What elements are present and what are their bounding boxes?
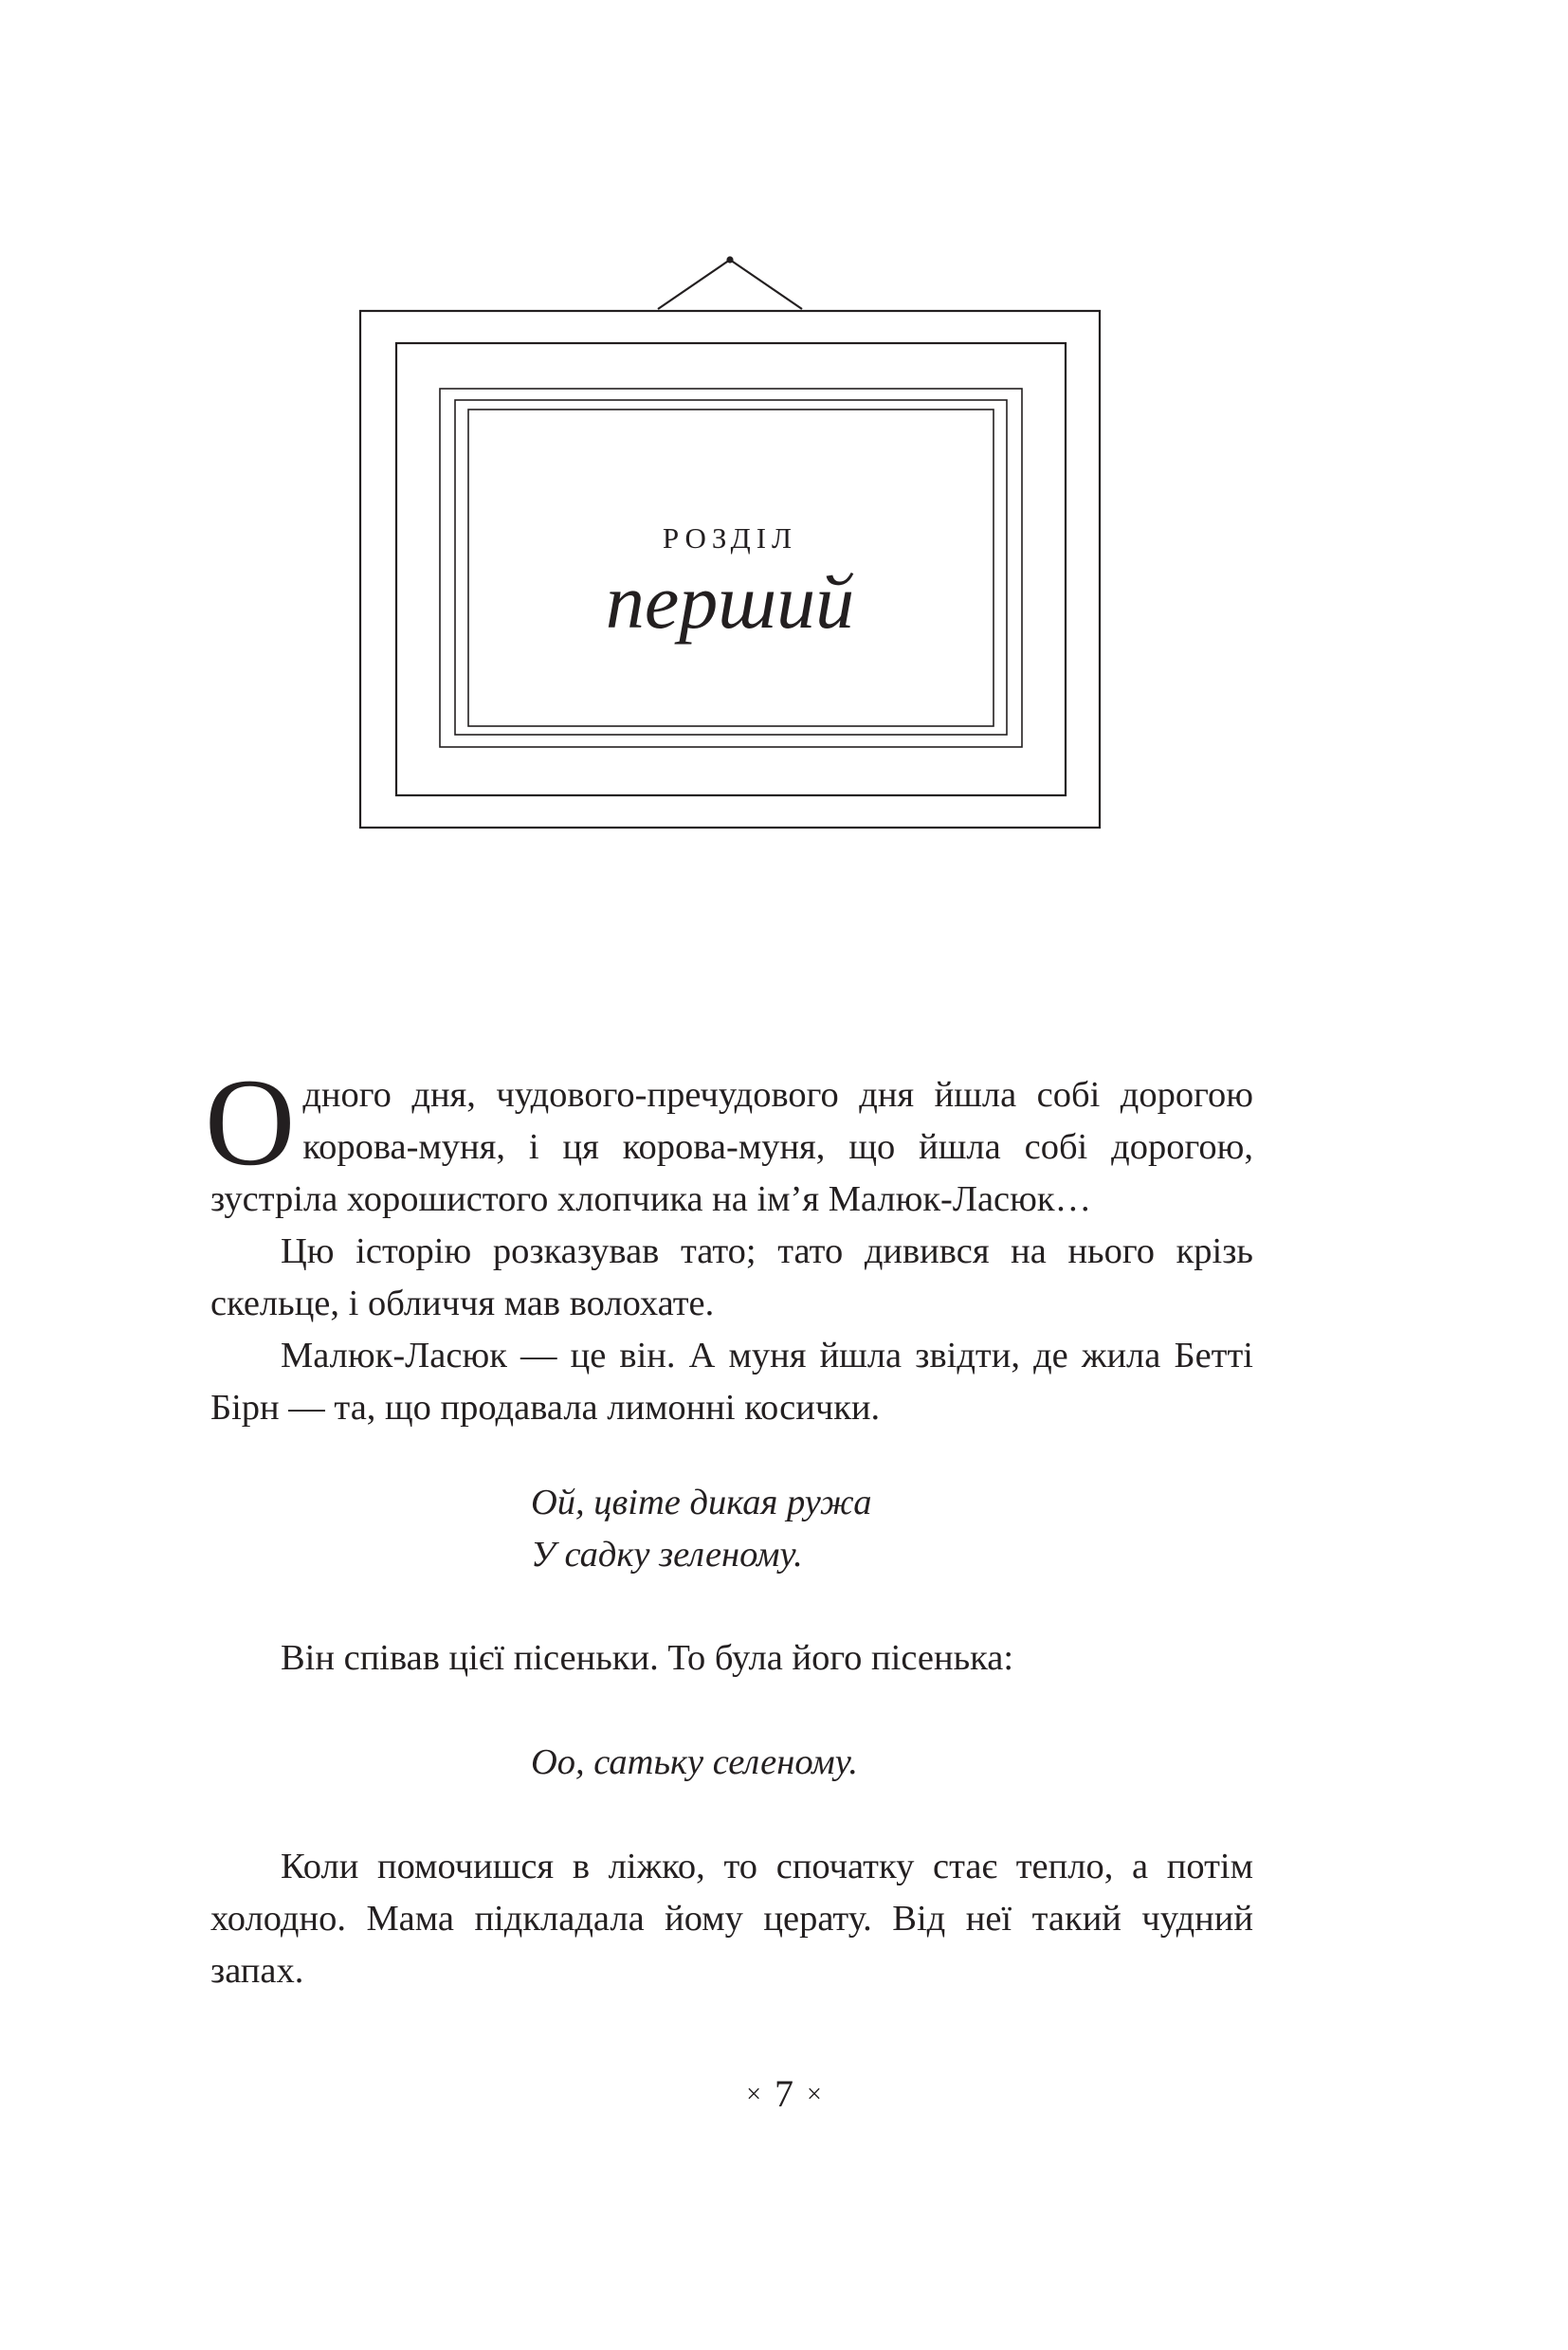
body-text-block-1	[205, 1052, 1253, 1434]
paragraph-1	[205, 1052, 1253, 1226]
body-text-block-3	[210, 1841, 1253, 1997]
folio-right-mark: ×	[807, 2080, 822, 2109]
hanging-nail	[728, 258, 733, 263]
verse-2	[531, 1737, 858, 1789]
paragraph-1-text: дного дня, чудового-пречудового дня йшла собі дорогою корова-муня, і ця корова-муня, що йшла собі дорогою, зустріла хорошистого хлопчика на ім’я Малюк-Ласюк…	[210, 1075, 1253, 1219]
hanging-string-right	[730, 260, 802, 309]
chapter-label: розділ	[662, 511, 798, 557]
folio-left-mark: ×	[746, 2080, 761, 2109]
verse-1-line-2: У садку зеленому.	[531, 1535, 803, 1575]
hanging-string-left	[658, 260, 730, 309]
paragraph-4: Він співав цієї пісеньки. То була його пісенька:	[281, 1638, 1014, 1678]
paragraph-3: Малюк-Ласюк — це він. А муня йшла звідти, де жила Бетті Бірн — та, що продавала лимонні косички.	[210, 1336, 1253, 1428]
verse-2-line-1: Оо, сатьку селеному.	[531, 1742, 858, 1782]
paragraph-2: Цю історію розказував тато; тато дивився на нього крізь скельце, і обличчя мав волохате.	[210, 1231, 1253, 1323]
paragraph-5: Коли помочишся в ліжко, то спочатку стає тепло, а потім холодно. Мама підкладала йому церату. Від неї такий чудний запах.	[210, 1847, 1253, 1991]
body-text-block-2	[210, 1632, 1253, 1685]
drop-cap: О	[205, 1052, 296, 1192]
page-number: 7	[775, 2072, 793, 2115]
page-folio	[594, 2071, 974, 2116]
verse-1-line-1: Ой, цвіте дикая ружа	[531, 1483, 872, 1522]
chapter-number: перший	[605, 558, 855, 645]
verse-1	[531, 1477, 871, 1581]
